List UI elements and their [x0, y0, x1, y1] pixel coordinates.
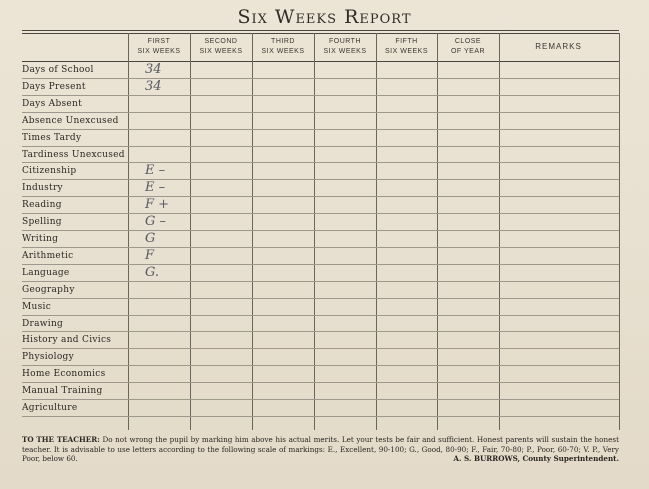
row-rule [22, 365, 619, 366]
row-rule [22, 348, 619, 349]
first-six-weeks-mark: 34 [145, 62, 162, 77]
row-rule [22, 315, 619, 316]
row-rule [22, 196, 619, 197]
column-header [252, 37, 314, 61]
row-label: Language [22, 267, 70, 278]
row-rule [22, 298, 619, 299]
column-header [437, 37, 499, 61]
row-label: Citizenship [22, 166, 77, 177]
first-six-weeks-mark [131, 130, 187, 146]
column-header-line: THIRD [271, 38, 295, 45]
column-header-line: SIX WEEKS [199, 48, 243, 55]
superintendent-signature: A. S. BURROWS, County Superintendent. [453, 454, 619, 463]
row-label: Agriculture [22, 403, 78, 413]
column-header [128, 37, 190, 61]
row-label: Physiology [22, 352, 74, 363]
row-rule [22, 281, 619, 282]
row-label: Music [22, 301, 52, 312]
first-six-weeks-mark: G – [145, 214, 167, 230]
first-six-weeks-mark [131, 299, 187, 315]
column-divider [190, 33, 191, 430]
column-divider [128, 33, 129, 430]
row-label: Absence Unexcused [22, 115, 119, 126]
first-six-weeks-mark: G. [145, 264, 160, 280]
first-six-weeks-mark [131, 366, 187, 382]
row-rule [22, 230, 619, 231]
first-six-weeks-mark: G [145, 231, 156, 246]
column-header-line: SECOND [204, 38, 238, 45]
header-rule [22, 33, 619, 34]
first-six-weeks-mark [131, 316, 187, 332]
row-rule [22, 95, 619, 96]
first-six-weeks-mark [131, 383, 187, 399]
row-label: Reading [22, 200, 62, 211]
first-six-weeks-mark [131, 332, 187, 348]
first-six-weeks-mark [131, 96, 187, 112]
row-label: Writing [22, 234, 59, 244]
first-six-weeks-mark: E – [145, 163, 166, 179]
teacher-instructions [22, 435, 619, 464]
row-label: Days of School [22, 65, 94, 75]
column-header-line: SIX WEEKS [261, 48, 305, 55]
column-header-line: SIX WEEKS [384, 48, 428, 55]
row-label: Arithmetic [22, 250, 74, 261]
column-header-line: CLOSE [454, 38, 482, 45]
row-rule [22, 416, 619, 417]
row-label: Home Economics [22, 369, 106, 380]
row-rule [22, 399, 619, 400]
column-divider [619, 33, 620, 430]
column-header-line: FIFTH [395, 38, 418, 45]
row-label: Days Absent [22, 98, 83, 109]
instructions-text: Do not wrong the pupil by marking him above his actual merits. Let your tests be fair and sufficient. Honest parents will sustain the honest teacher. It is advisable to use letters according to the following scale of markings: E., Excellent, 90-100; G., Good, 80-90; F., Fair, 70-80; P., Poor, 60-70; V. P., Very Poor, below 60. [22, 435, 619, 463]
column-header [314, 37, 376, 61]
row-rule [22, 129, 619, 130]
row-label: Drawing [22, 318, 64, 329]
column-divider [376, 33, 377, 430]
first-six-weeks-mark [131, 147, 187, 163]
first-six-weeks-mark: E – [145, 180, 166, 196]
column-header [190, 37, 252, 61]
row-label: Spelling [22, 217, 62, 228]
row-label: Times Tardy [22, 132, 82, 143]
row-rule [22, 382, 619, 383]
column-divider [499, 33, 500, 430]
row-rule [22, 146, 619, 147]
row-rule [22, 78, 619, 79]
first-six-weeks-mark [131, 349, 187, 365]
page-title: Six Weeks Report [237, 6, 412, 28]
instructions-lead: TO THE TEACHER: [22, 435, 100, 444]
row-rule [22, 179, 619, 180]
row-rule [22, 162, 619, 163]
column-divider [252, 33, 253, 430]
column-header-line: SIX WEEKS [323, 48, 367, 55]
first-six-weeks-mark [131, 113, 187, 129]
column-divider [314, 33, 315, 430]
column-header-line: SIX WEEKS [137, 48, 181, 55]
first-six-weeks-mark [131, 400, 187, 416]
first-six-weeks-mark [131, 282, 187, 298]
row-rule [22, 112, 619, 113]
remarks-header: REMARKS [535, 42, 582, 51]
row-rule [22, 213, 619, 214]
first-six-weeks-mark: F + [145, 197, 170, 213]
first-six-weeks-mark: F [145, 247, 155, 263]
row-label: Tardiness Unexcused [22, 149, 125, 160]
column-header-line: FIRST [147, 38, 171, 45]
column-header [376, 37, 437, 61]
row-label: Days Present [22, 81, 86, 92]
column-header-rule [22, 61, 619, 62]
column-header-line: OF YEAR [450, 48, 486, 55]
column-header-line: FOURTH [328, 38, 362, 45]
row-label: Geography [22, 284, 75, 295]
column-divider [437, 33, 438, 430]
row-label: Industry [22, 183, 63, 194]
row-label: Manual Training [22, 386, 103, 397]
row-rule [22, 264, 619, 265]
first-six-weeks-mark: 34 [145, 78, 162, 94]
header-rule [22, 30, 619, 31]
row-label: History and Civics [22, 335, 112, 346]
row-rule [22, 247, 619, 248]
row-rule [22, 331, 619, 332]
